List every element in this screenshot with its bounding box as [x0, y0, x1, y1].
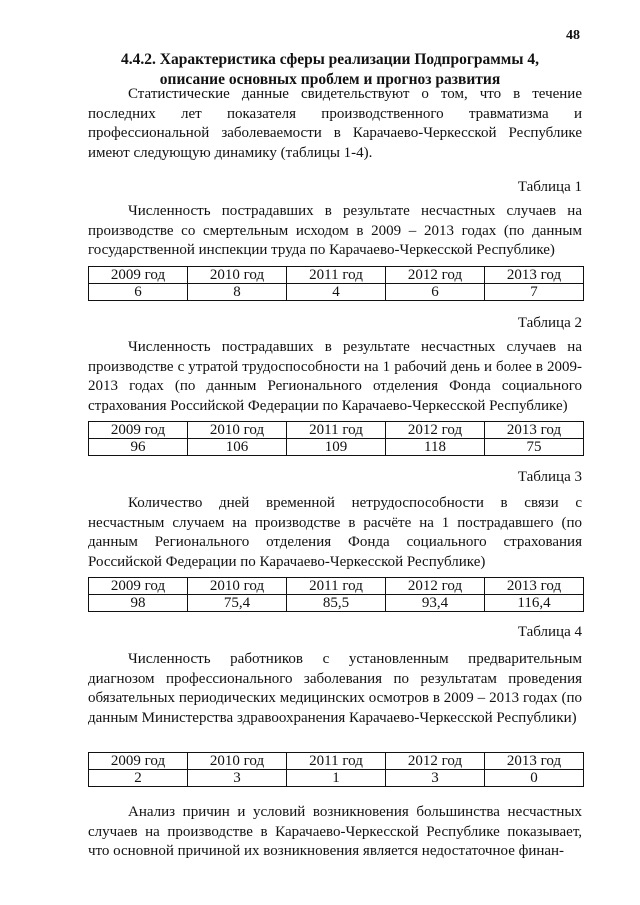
- table-2-header-2013: 2013 год: [485, 422, 584, 439]
- table-4-value-row: [89, 770, 584, 787]
- table-2-value-2009: 96: [89, 439, 188, 456]
- table-3-header-2009: 2009 год: [89, 578, 188, 595]
- table-2-caption: Численность пострадавших в результате несчастных случаев на производстве с утратой трудоспособности на 1 рабочий день и более в 2009-2013 годах (по данным Регионального отделения Фонда социального страхования Российской Федерации по Карачаево-Черкесской Республике): [88, 339, 582, 414]
- table-2-value-2012: 118: [386, 439, 485, 456]
- table-3: [88, 577, 584, 612]
- table-1-label: Таблица 1: [517, 179, 582, 195]
- table-4-header-row: [89, 753, 584, 770]
- table-3-header-2012: 2012 год: [386, 578, 485, 595]
- table-3-header-2010: 2010 год: [188, 578, 287, 595]
- table-2-value-row: [89, 439, 584, 456]
- section-heading: [70, 50, 590, 90]
- section-heading-line-2: описание основных проблем и прогноз развития: [159, 71, 501, 88]
- table-2: [88, 421, 584, 456]
- section-heading-line-1: 4.4.2. Характеристика сферы реализации Подпрограммы 4,: [121, 51, 539, 68]
- table-4: [88, 752, 584, 787]
- table-4-header-2011: 2011 год: [287, 753, 386, 770]
- table-4-header-2013: 2013 год: [485, 753, 584, 770]
- table-4-value-2012: 3: [386, 770, 485, 787]
- table-1-caption: Численность пострадавших в результате несчастных случаев на производстве со смертельным исходом в 2009 – 2013 годах (по данным государственной инспекции труда по Карачаево-Черкесской Республике): [88, 203, 582, 258]
- table-1-header-2012: 2012 год: [386, 267, 485, 284]
- table-2-header-2009: 2009 год: [89, 422, 188, 439]
- table-1-value-row: [89, 284, 584, 301]
- table-1-header-row: [89, 267, 584, 284]
- table-4-value-2010: 3: [188, 770, 287, 787]
- table-3-value-2013: 116,4: [485, 595, 584, 612]
- table-1-value-2012: 6: [386, 284, 485, 301]
- table-3-value-row: [89, 595, 584, 612]
- table-3-header-row: [89, 578, 584, 595]
- table-2-value-2013: 75: [485, 439, 584, 456]
- table-2-value-2011: 109: [287, 439, 386, 456]
- intro-paragraph: Статистические данные свидетельствуют о том, что в течение последних лет показателя производственного травматизма и профессиональной заболеваемости в Карачаево-Черкесской Республике имеют следующую динамику (таблицы 1-4).: [88, 86, 582, 161]
- table-2-header-2011: 2011 год: [287, 422, 386, 439]
- table-1-value-2013: 7: [485, 284, 584, 301]
- table-3-value-2011: 85,5: [287, 595, 386, 612]
- table-4-label: Таблица 4: [517, 624, 582, 640]
- table-4-value-2009: 2: [89, 770, 188, 787]
- table-3-value-2010: 75,4: [188, 595, 287, 612]
- table-1-header-2009: 2009 год: [89, 267, 188, 284]
- table-1-header-2010: 2010 год: [188, 267, 287, 284]
- table-2-label: Таблица 2: [517, 315, 582, 331]
- table-3-header-2013: 2013 год: [485, 578, 584, 595]
- table-2-header-row: [89, 422, 584, 439]
- table-1-value-2009: 6: [89, 284, 188, 301]
- table-2-header-2012: 2012 год: [386, 422, 485, 439]
- closing-paragraph: Анализ причин и условий возникновения большинства несчастных случаев на производстве в Карачаево-Черкесской Республике показывает, что основной причиной их возникновения является недостаточное финан-: [88, 804, 582, 859]
- table-3-label: Таблица 3: [517, 469, 582, 485]
- page-number: 48: [566, 28, 580, 43]
- table-3-value-2009: 98: [89, 595, 188, 612]
- table-2-header-2010: 2010 год: [188, 422, 287, 439]
- table-4-caption: Численность работников с установленным предварительным диагнозом профессионального заболевания по результатам проведения обязательных периодических медицинских осмотров в 2009 – 2013 годах (по данным Министерства здравоохранения Карачаево-Черкесской Республики): [88, 651, 582, 726]
- table-3-header-2011: 2011 год: [287, 578, 386, 595]
- table-3-value-2012: 93,4: [386, 595, 485, 612]
- table-2-value-2010: 106: [188, 439, 287, 456]
- table-4-header-2009: 2009 год: [89, 753, 188, 770]
- table-4-value-2011: 1: [287, 770, 386, 787]
- table-4-header-2010: 2010 год: [188, 753, 287, 770]
- table-1-value-2010: 8: [188, 284, 287, 301]
- table-1: [88, 266, 584, 301]
- table-1-value-2011: 4: [287, 284, 386, 301]
- table-4-header-2012: 2012 год: [386, 753, 485, 770]
- table-3-caption: Количество дней временной нетрудоспособности в связи с несчастным случаем на производстве в расчёте на 1 пострадавшего (по данным Регионального отделения Фонда социального страхования Российской Федерации по Карачаево-Черкесской Республике): [88, 495, 582, 570]
- table-1-header-2011: 2011 год: [287, 267, 386, 284]
- table-1-header-2013: 2013 год: [485, 267, 584, 284]
- table-4-value-2013: 0: [485, 770, 584, 787]
